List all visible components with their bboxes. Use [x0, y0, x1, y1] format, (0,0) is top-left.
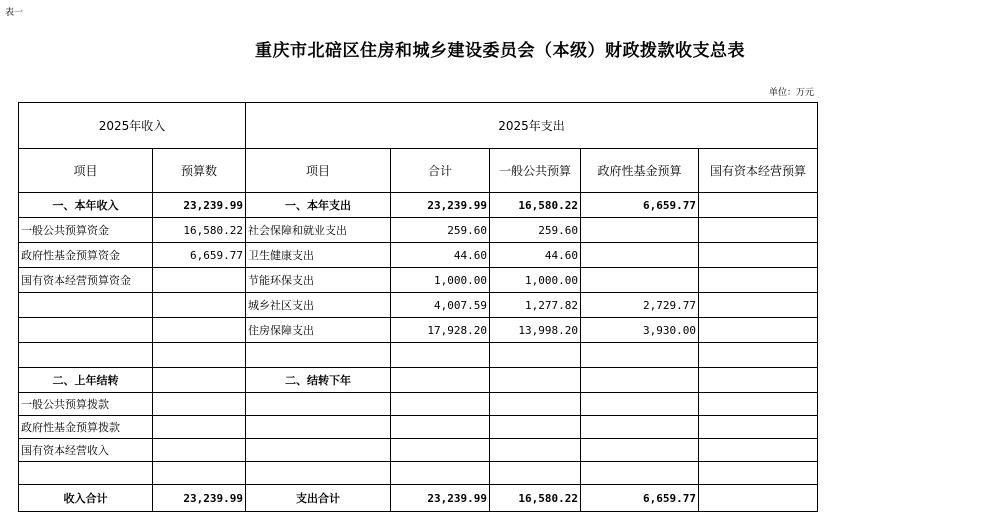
cell-gov-fund — [581, 218, 699, 243]
cell-gov-fund — [581, 368, 699, 393]
cell-gov-fund: 6,659.77 — [581, 193, 699, 218]
cell-gov-fund: 3,930.00 — [581, 318, 699, 343]
cell-state-capital — [699, 293, 818, 318]
cell-gov-fund — [581, 393, 699, 416]
cell-expense-total — [391, 416, 490, 439]
cell-state-capital — [699, 343, 818, 368]
cell-income-amount — [153, 343, 246, 368]
cell-income-item: 二、上年结转 — [19, 368, 153, 393]
income-group-header: 2025年收入 — [19, 103, 246, 149]
cell-income-item — [19, 343, 153, 368]
cell-income-amount — [153, 416, 246, 439]
cell-expense-item: 住房保障支出 — [246, 318, 391, 343]
table-row — [19, 318, 818, 343]
cell-gov-fund — [581, 268, 699, 293]
cell-expense-total: 259.60 — [391, 218, 490, 243]
unit-label: 单位：万元 — [768, 88, 814, 98]
cell-general-public — [490, 393, 581, 416]
table-row — [19, 193, 818, 218]
cell-income-amount: 16,580.22 — [153, 218, 246, 243]
cell-gov-fund — [581, 462, 699, 485]
cell-general-public: 16,580.22 — [490, 193, 581, 218]
cell-income-amount: 23,239.99 — [153, 485, 246, 512]
cell-state-capital — [699, 462, 818, 485]
cell-gov-fund — [581, 343, 699, 368]
cell-state-capital — [699, 218, 818, 243]
cell-expense-item — [246, 416, 391, 439]
cell-general-public — [490, 416, 581, 439]
cell-expense-total — [391, 343, 490, 368]
cell-general-public: 13,998.20 — [490, 318, 581, 343]
table-row — [19, 218, 818, 243]
table-row — [19, 343, 818, 368]
table-row — [19, 439, 818, 462]
cell-income-item: 政府性基金预算拨款 — [19, 416, 153, 439]
col-header-gov-fund: 政府性基金预算 — [581, 149, 699, 193]
cell-income-item: 政府性基金预算资金 — [19, 243, 153, 268]
col-header-state-capital: 国有资本经营预算 — [699, 149, 818, 193]
cell-state-capital — [699, 193, 818, 218]
cell-state-capital — [699, 439, 818, 462]
cell-expense-total: 44.60 — [391, 243, 490, 268]
table-number-label: 表一 — [5, 8, 24, 18]
cell-income-item: 国有资本经营预算资金 — [19, 268, 153, 293]
col-header-total: 合计 — [391, 149, 490, 193]
cell-expense-item — [246, 462, 391, 485]
cell-state-capital — [699, 318, 818, 343]
cell-expense-item: 社会保障和就业支出 — [246, 218, 391, 243]
cell-expense-item: 支出合计 — [246, 485, 391, 512]
table-row — [19, 368, 818, 393]
cell-gov-fund — [581, 416, 699, 439]
cell-income-item — [19, 318, 153, 343]
cell-expense-total: 4,007.59 — [391, 293, 490, 318]
cell-income-item: 一、本年收入 — [19, 193, 153, 218]
cell-state-capital — [699, 268, 818, 293]
page-title: 重庆市北碚区住房和城乡建设委员会（本级）财政拨款收支总表 — [255, 41, 745, 61]
cell-general-public — [490, 439, 581, 462]
cell-expense-item — [246, 393, 391, 416]
cell-income-item: 一般公共预算拨款 — [19, 393, 153, 416]
col-header-budget-amount: 预算数 — [153, 149, 246, 193]
cell-general-public: 1,000.00 — [490, 268, 581, 293]
table-row — [19, 293, 818, 318]
cell-general-public: 259.60 — [490, 218, 581, 243]
column-header-row — [19, 149, 818, 193]
table-row — [19, 416, 818, 439]
table-row — [19, 485, 818, 512]
cell-income-item: 国有资本经营收入 — [19, 439, 153, 462]
cell-general-public: 1,277.82 — [490, 293, 581, 318]
cell-income-amount — [153, 439, 246, 462]
budget-summary-table — [18, 102, 818, 512]
cell-general-public — [490, 368, 581, 393]
cell-income-amount: 6,659.77 — [153, 243, 246, 268]
expense-group-header: 2025年支出 — [246, 103, 818, 149]
cell-expense-total: 23,239.99 — [391, 485, 490, 512]
cell-income-amount — [153, 268, 246, 293]
cell-gov-fund: 6,659.77 — [581, 485, 699, 512]
cell-gov-fund — [581, 243, 699, 268]
cell-general-public: 44.60 — [490, 243, 581, 268]
cell-expense-total — [391, 462, 490, 485]
cell-expense-item: 卫生健康支出 — [246, 243, 391, 268]
group-header-row — [19, 103, 818, 149]
cell-general-public — [490, 343, 581, 368]
table-row — [19, 243, 818, 268]
cell-expense-total — [391, 393, 490, 416]
cell-expense-total — [391, 368, 490, 393]
cell-gov-fund — [581, 439, 699, 462]
cell-expense-item: 一、本年支出 — [246, 193, 391, 218]
cell-income-item — [19, 293, 153, 318]
cell-gov-fund: 2,729.77 — [581, 293, 699, 318]
table-row — [19, 268, 818, 293]
cell-income-item — [19, 462, 153, 485]
cell-general-public: 16,580.22 — [490, 485, 581, 512]
cell-expense-total: 23,239.99 — [391, 193, 490, 218]
cell-expense-total: 1,000.00 — [391, 268, 490, 293]
cell-income-amount — [153, 462, 246, 485]
cell-income-amount — [153, 293, 246, 318]
cell-income-item: 收入合计 — [19, 485, 153, 512]
cell-general-public — [490, 462, 581, 485]
cell-expense-item: 二、结转下年 — [246, 368, 391, 393]
cell-income-amount — [153, 368, 246, 393]
cell-expense-total — [391, 439, 490, 462]
cell-income-amount — [153, 393, 246, 416]
col-header-general-public: 一般公共预算 — [490, 149, 581, 193]
table-row — [19, 393, 818, 416]
table-row — [19, 462, 818, 485]
cell-state-capital — [699, 368, 818, 393]
cell-income-amount — [153, 318, 246, 343]
col-header-income-item: 项目 — [19, 149, 153, 193]
cell-expense-item — [246, 439, 391, 462]
cell-expense-item: 节能环保支出 — [246, 268, 391, 293]
cell-expense-item — [246, 343, 391, 368]
cell-state-capital — [699, 393, 818, 416]
cell-expense-item: 城乡社区支出 — [246, 293, 391, 318]
cell-income-item: 一般公共预算资金 — [19, 218, 153, 243]
cell-expense-total: 17,928.20 — [391, 318, 490, 343]
cell-state-capital — [699, 485, 818, 512]
col-header-expense-item: 项目 — [246, 149, 391, 193]
cell-income-amount: 23,239.99 — [153, 193, 246, 218]
cell-state-capital — [699, 416, 818, 439]
cell-state-capital — [699, 243, 818, 268]
